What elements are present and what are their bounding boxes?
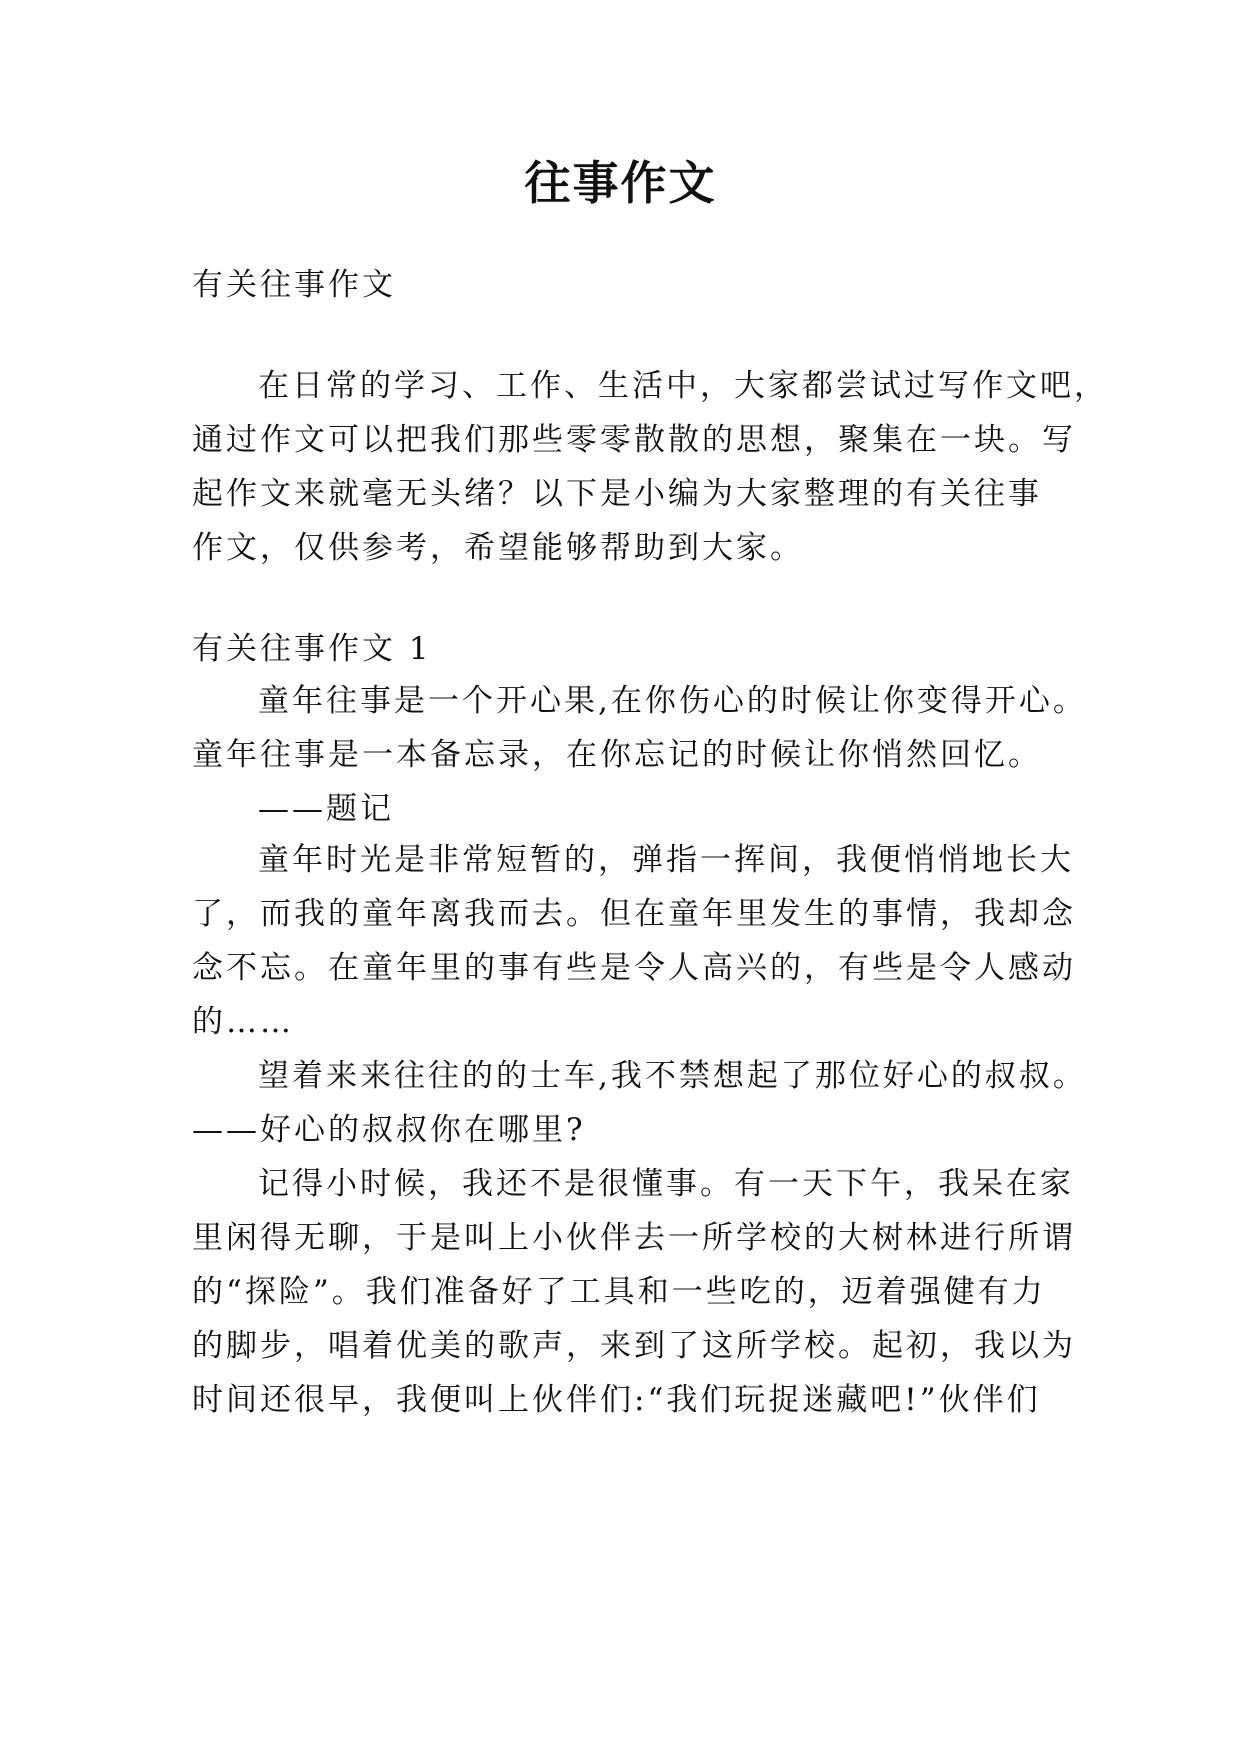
body-line: 童年往事是一本备忘录，在你忘记的时候让你悄然回忆。 — [192, 737, 1042, 773]
intro-line: 在日常的学习、工作、生活中，大家都尝试过写作文吧， — [258, 368, 1108, 404]
subtitle: 有关往事作文 — [192, 267, 396, 303]
body-line: 的“探险”。我们准备好了工具和一些吃的，迈着强健有力 — [192, 1274, 1046, 1310]
body-line: 念不忘。在童年里的事有些是令人高兴的，有些是令人感动 — [192, 950, 1076, 986]
intro-line: 起作文来就毫无头绪？以下是小编为大家整理的有关往事 — [192, 476, 1042, 512]
body-line: 望着来来往往的的士车,我不禁想起了那位好心的叔叔。 — [258, 1058, 1087, 1094]
body-line: 童年往事是一个开心果,在你伤心的时候让你变得开心。 — [258, 683, 1087, 719]
epigraph-attribution: ——题记 — [258, 791, 394, 827]
body-line: 里闲得无聊，于是叫上小伙伴去一所学校的大树林进行所谓 — [192, 1220, 1076, 1256]
body-line: 了，而我的童年离我而去。但在童年里发生的事情，我却念 — [192, 896, 1076, 932]
body-line: 记得小时候，我还不是很懂事。有一天下午，我呆在家 — [258, 1166, 1074, 1202]
document-title: 往事作文 — [524, 156, 717, 210]
body-line: 的脚步，唱着优美的歌声，来到了这所学校。起初，我以为 — [192, 1328, 1076, 1364]
intro-line: 作文，仅供参考，希望能够帮助到大家。 — [192, 530, 804, 566]
intro-line: 通过作文可以把我们那些零零散散的思想，聚集在一块。写 — [192, 422, 1076, 458]
section-heading: 有关往事作文 1 — [192, 631, 432, 667]
body-line: ——好心的叔叔你在哪里? — [192, 1112, 586, 1148]
body-line: 时间还很早，我便叫上伙伴们:“我们玩捉迷藏吧!”伙伴们 — [192, 1382, 1041, 1418]
body-line: 的…… — [192, 1004, 294, 1040]
body-line: 童年时光是非常短暂的，弹指一挥间，我便悄悄地长大 — [258, 842, 1074, 878]
